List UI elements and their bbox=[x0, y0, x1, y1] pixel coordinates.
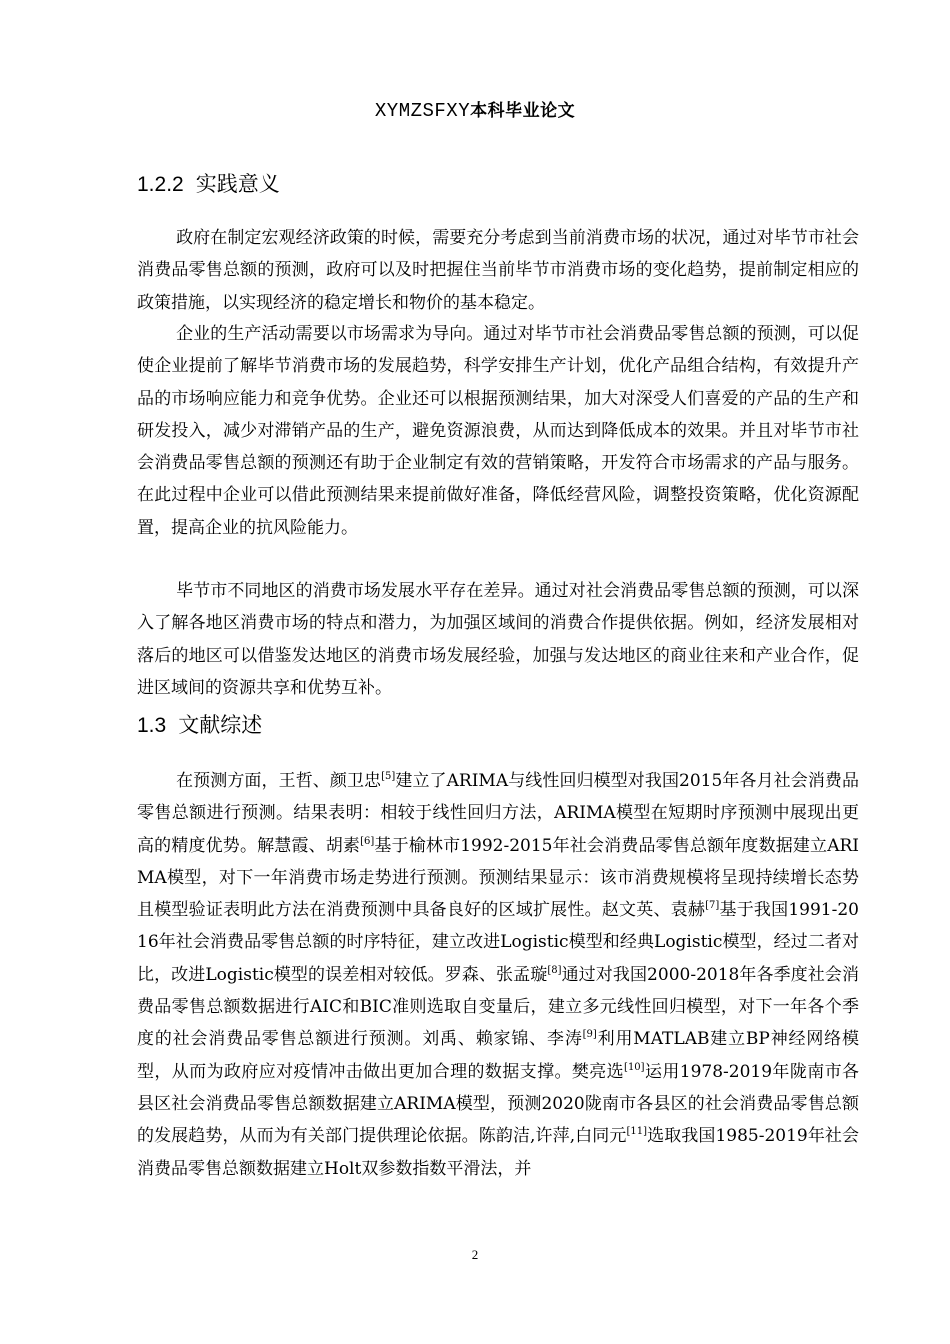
text-run: 在预测方面，王哲、颜卫忠 bbox=[176, 771, 382, 791]
text-run: 基于榆林市1992-2015年社会消费品零售总额年度数据建立ARIMA模型，对下一年消费市场走势进行预测。预测结果显示：该市消费规模将呈现持续增长态势且模型验证表明此方法在消费预测中具备良好的区域扩展性。赵文英、袁赫 bbox=[137, 835, 860, 921]
citation-7: [7] bbox=[705, 900, 720, 912]
header-title: 本科毕业论文 bbox=[470, 101, 576, 121]
section-heading-1-3 bbox=[137, 709, 262, 739]
text-run: 运用1978-2019年陇南市各县区社会消费品零售总额数据建立ARIMA模型，预测2020陇南市各县区的社会消费品零售总额的发展趋势，从而为有关部门提供理论依据。陈韵洁,许萍,白同元 bbox=[137, 1061, 860, 1147]
paragraph-regional: 毕节市不同地区的消费市场发展水平存在差异。通过对社会消费品零售总额的预测，可以深入了解各地区消费市场的特点和潜力，为加强区域间的消费合作提供依据。例如，经济发展相对落后的地区可以借鉴发达地区的消费市场发展经验，加强与发达地区的商业往来和产业合作，促进区域间的资源共享和优势互补。 bbox=[137, 581, 859, 698]
text-run: 建立了ARIMA与线性回归模型对我国2015年各月社会消费品零售总额进行预测。结果表明：相较于线性回归方法，ARIMA模型在短期时序预测中展现出更高的精度优势。解慧霞、胡素 bbox=[137, 771, 859, 856]
citation-11: [11] bbox=[626, 1126, 648, 1138]
section-title: 文献综述 bbox=[178, 713, 263, 737]
section-number: 1.3 bbox=[137, 714, 167, 737]
section-heading-1-2-2 bbox=[137, 168, 280, 198]
citation-6: [6] bbox=[360, 835, 375, 847]
citation-9: [9] bbox=[582, 1029, 597, 1041]
text-run: 利用MATLAB建立BP神经网络模型，从而为政府应对疫情冲击做出更加合理的数据支撑。樊亮选 bbox=[137, 1029, 859, 1082]
citation-5: [5] bbox=[381, 771, 396, 782]
citation-10: [10] bbox=[624, 1061, 645, 1073]
paragraph-government: 政府在制定宏观经济政策的时候，需要充分考虑到当前消费市场的状况，通过对毕节市社会消费品零售总额的预测，政府可以及时把握住当前毕节市消费市场的变化趋势，提前制定相应的政策措施，以实现经济的稳定增长和物价的基本稳定。 bbox=[137, 228, 859, 313]
citation-8: [8] bbox=[547, 964, 562, 976]
page-header bbox=[0, 96, 950, 122]
header-code: XYMZSFXY bbox=[374, 100, 471, 122]
text-run: 选取我国1985-2019年社会消费品零售总额数据建立Holt双参数指数平滑法，并 bbox=[137, 1126, 859, 1179]
page-number: 2 bbox=[471, 1247, 479, 1262]
text-run: 基于我国1991-2016年社会消费品零售总额的时序特征，建立改进Logistic模型和经典Logistic模型，经过二者对比，改进Logistic模型的误差相对较低。罗森、张孟璇 bbox=[137, 900, 859, 985]
section-number: 1.2.2 bbox=[137, 173, 184, 196]
text-run: 通过对我国2000-2018年各季度社会消费品零售总额数据进行AIC和BIC准则选取自变量后，建立多元线性回归模型，对下一年各个季度的社会消费品零售总额进行预测。刘禹、赖家锦、李涛 bbox=[137, 964, 859, 1050]
paragraph-literature-review bbox=[137, 765, 859, 1185]
paragraph-enterprise: 企业的生产活动需要以市场需求为导向。通过对毕节市社会消费品零售总额的预测，可以促使企业提前了解毕节消费市场的发展趋势，科学安排生产计划，优化产品组合结构，有效提升产品的市场响应能力和竞争优势。企业还可以根据预测结果，加大对深受人们喜爱的产品的生产和研发投入，减少对滞销产品的生产，避免资源浪费，从而达到降低成本的效果。并且对毕节市社会消费品零售总额的预测还有助于企业制定有效的营销策略，开发符合市场需求的产品与服务。在此过程中企业可以借此预测结果来提前做好准备，降低经营风险，调整投资策略，优化资源配置，提高企业的抗风险能力。 bbox=[137, 324, 859, 538]
section-title: 实践意义 bbox=[195, 172, 280, 196]
